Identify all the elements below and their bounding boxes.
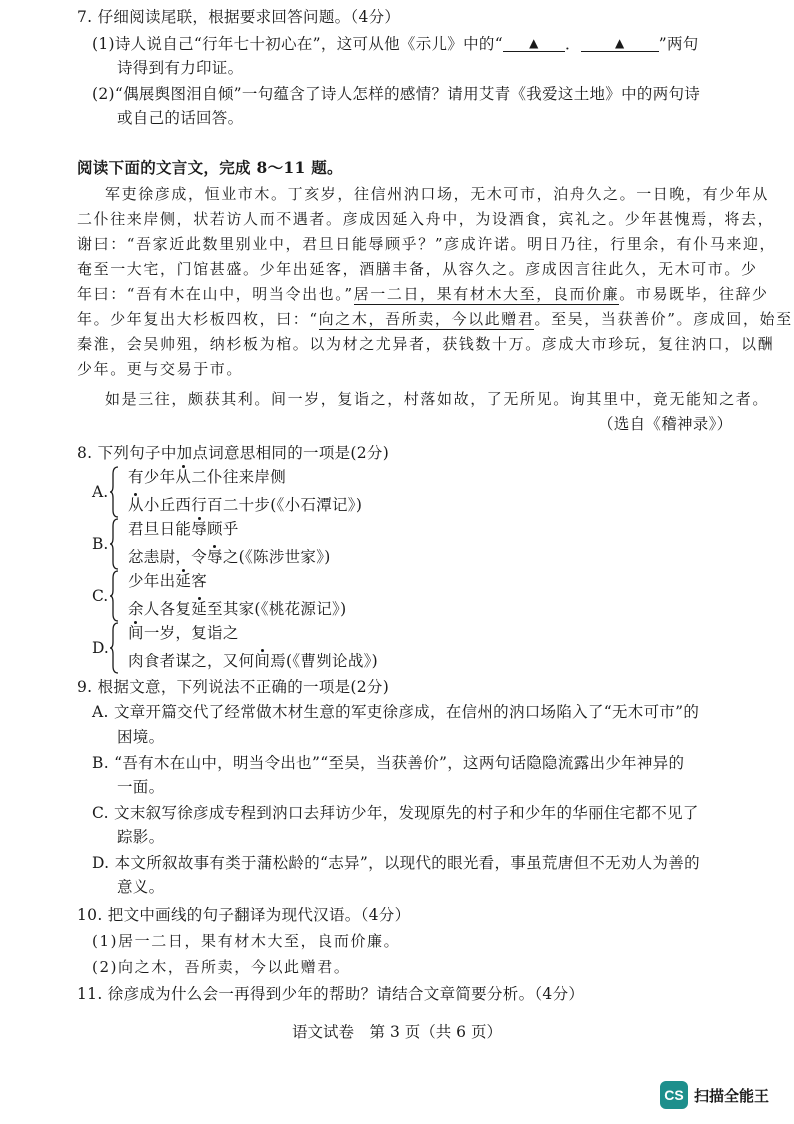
dotted-word: 间 — [254, 652, 271, 670]
q9-option-c-line1: C. 文末叙写徐彦成专程到汭口去拜访少年，发现原先的村子和少年的华丽住宅都不见了 — [92, 804, 699, 822]
underlined-sentence-1: 居一二日，果有材木大至，良而价廉 — [353, 285, 620, 303]
q9-option-c-line2: 踪影。 — [117, 828, 165, 846]
dotted-word: 延 — [175, 572, 192, 590]
q8-option-c-sentence-1: 少年出延客 — [128, 572, 208, 590]
q11-stem: 11. 徐彦成为什么会一再得到少年的帮助？请结合文章简要分析。（4分） — [77, 985, 585, 1003]
q8-option-a-letter: A. — [92, 483, 109, 501]
dotted-word: 辱 — [207, 548, 223, 566]
passage-heading: 阅读下面的文言文，完成 8～11 题。 — [77, 158, 343, 177]
q7-part1-after: ”两句 — [658, 35, 699, 53]
q8-option-a-sentence-2: 从小丘西行百二十步(《小石潭记》) — [128, 496, 363, 514]
q8-option-d-sentence-2: 肉食者谋之，又何间焉(《曹刿论战》) — [128, 652, 379, 670]
q8-stem: 8. 下列句子中加点词意思相同的一项是(2分) — [77, 444, 390, 462]
q9-option-d-line1: D. 本文所叙故事有类于蒲松龄的“志异”，以现代的眼光看，事虽荒唐但不无劝人为善的 — [92, 854, 700, 872]
passage-line-6a: 年。少年复出大杉板四枚，曰：“ — [77, 310, 319, 328]
q9-stem: 9. 根据文意，下列说法不正确的一项是(2分) — [77, 678, 390, 696]
passage-line-9: 如是三往，颇获其利。间一岁，复诣之，村落如故，了无所见。询其里中，竟无能知之者。 — [105, 390, 770, 408]
passage-line-3: 谢曰：“吾家近此数里别业中，君旦日能辱顾乎？”彦成许诺。明日乃往，行里余，有仆马来迎， — [77, 235, 777, 253]
q8-option-c-sentence-2: 余人各复延至其家(《桃花源记》) — [128, 600, 347, 618]
q8-option-b-letter: B. — [92, 535, 109, 553]
q9-option-d-line2: 意义。 — [117, 878, 165, 896]
q7-part1-sep: ． — [564, 35, 581, 53]
passage-line-1: 军吏徐彦成，恒业市木。丁亥岁，往信州汭口场，无木可市，泊舟久之。一日晚，有少年从 — [105, 185, 770, 203]
underlined-sentence-2: 向之木，吾所卖，今以此赠君 — [318, 310, 535, 328]
passage-line-2: 二仆往来岸侧，状若访人而不遇者。彦成因延入舟中，为设酒食，宾礼之。少年甚愧焉，将去， — [77, 210, 775, 228]
q9-option-b-line1: B. “吾有木在山中，明当令出也”“至吴，当获善价”，这两句话隐隐流露出少年神异的 — [92, 754, 685, 772]
camscanner-logo-icon: CS — [660, 1081, 688, 1109]
q7-part2-line1: (2)“偶展舆图泪自倾”一句蕴含了诗人怎样的感情？请用艾青《我爱这土地》中的两句诗 — [92, 85, 701, 103]
q7-part1-line2: 诗得到有力印证。 — [117, 59, 244, 77]
dotted-word: 从 — [128, 496, 144, 514]
brace-icon — [110, 518, 119, 570]
q9-option-a-line1: A. 文章开篇交代了经常做木材生意的军吏徐彦成，在信州的汭口场陷入了“无木可市”的 — [92, 703, 700, 721]
passage-line-7: 秦淮，会吴帅殂，纳杉板为棺。以为材之尤异者，获钱数十万。彦成大市珍玩，复往汭口，以酬 — [77, 335, 775, 353]
brace-icon — [110, 570, 119, 622]
passage-line-5 — [77, 284, 769, 304]
q8-option-d-letter: D. — [92, 639, 109, 657]
answer-blank-1: ▲ — [503, 35, 565, 52]
q10-sentence-1: (1)居一二日，果有材木大至，良而价廉。 — [92, 932, 401, 950]
q8-option-c-letter: C. — [92, 587, 109, 605]
q9-option-a-line2: 困境。 — [117, 728, 165, 746]
dotted-word: 辱 — [191, 520, 208, 538]
q7-stem: 7. 仔细阅读尾联，根据要求回答问题。（4分） — [77, 8, 401, 26]
q10-stem: 10. 把文中画线的句子翻译为现代汉语。（4分） — [77, 906, 411, 924]
passage-line-5a: 年曰：“吾有木在山中，明当令出也。” — [77, 285, 354, 303]
passage-line-5c: 。市易既毕，往辞少 — [619, 285, 769, 303]
brace-icon — [110, 622, 119, 674]
q7-part1-before: (1)诗人说自己“行年七十初心在”，这可从他《示儿》中的“ — [92, 35, 503, 53]
dotted-word: 间 — [128, 624, 144, 642]
passage-line-8: 少年。更与交易于市。 — [77, 360, 244, 378]
passage-line-4: 奄至一大宅，门馆甚盛。少年出延客，酒膳丰备，从容久之。彦成因言往此久，无木可市。少 — [77, 260, 758, 278]
q10-sentence-2: (2)向之木，吾所卖，今以此赠君。 — [92, 958, 351, 976]
camscanner-label: 扫描全能王 — [694, 1086, 770, 1105]
q7-part1-line1 — [92, 34, 699, 54]
q8-option-b-sentence-2: 忿恚尉，令辱之(《陈涉世家》) — [128, 548, 331, 566]
q9-option-b-line2: 一面。 — [117, 778, 165, 796]
q8-option-a-sentence-1: 有少年从二仆往来岸侧 — [128, 468, 287, 486]
dotted-word: 延 — [191, 600, 208, 618]
q8-option-d-sentence-1: 间一岁，复诣之 — [128, 624, 239, 642]
passage-line-6 — [77, 309, 793, 329]
q8-option-b-sentence-1: 君旦日能辱顾乎 — [128, 520, 239, 538]
scanner-watermark — [660, 1080, 769, 1110]
dotted-word: 从 — [175, 468, 192, 486]
q7-part2-line2: 或自己的话回答。 — [117, 109, 244, 127]
passage-source: （选自《稽神录》） — [598, 415, 733, 433]
answer-blank-2: ▲ — [581, 35, 659, 52]
brace-icon — [110, 466, 119, 518]
page-footer: 语文试卷 第 3 页（共 6 页） — [292, 1023, 502, 1041]
passage-line-6c: 。至吴，当获善价”。彦成回，始至 — [534, 310, 793, 328]
